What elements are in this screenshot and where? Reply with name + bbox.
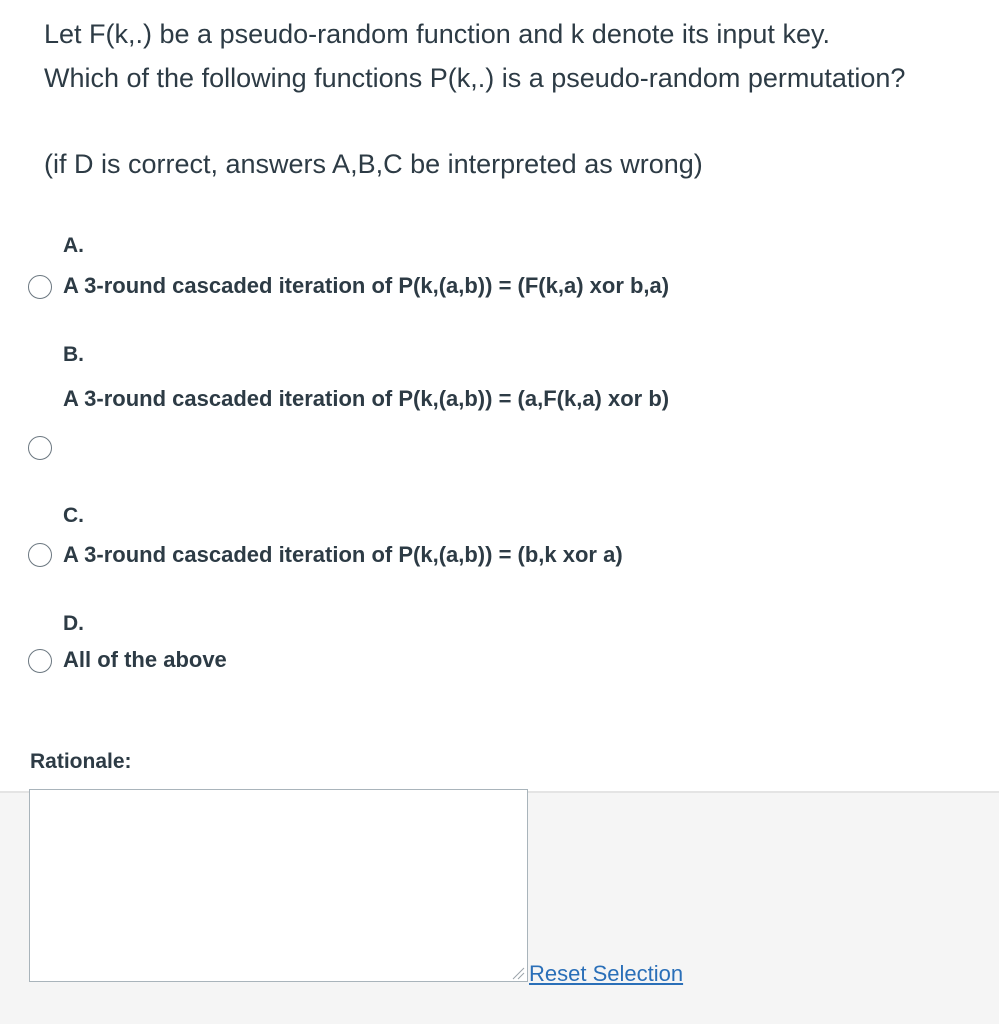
option-b-letter: B. xyxy=(63,343,84,366)
rationale-label: Rationale: xyxy=(30,750,132,773)
option-a-letter: A. xyxy=(63,234,84,257)
option-b-radio[interactable] xyxy=(28,436,52,460)
reset-selection-link[interactable]: Reset Selection xyxy=(529,961,684,986)
option-c-text[interactable]: A 3-round cascaded iteration of P(k,(a,b)) = (b,k xor a) xyxy=(63,542,623,567)
option-a-text[interactable]: A 3-round cascaded iteration of P(k,(a,b)) = (F(k,a) xor b,a) xyxy=(63,273,670,298)
question-note: (if D is correct, answers A,B,C be interpreted as wrong) xyxy=(44,149,703,179)
option-a-radio[interactable] xyxy=(28,275,52,299)
option-d-letter: D. xyxy=(63,612,84,635)
option-c-radio[interactable] xyxy=(28,543,52,567)
option-d-radio[interactable] xyxy=(28,649,52,673)
rationale-textarea[interactable] xyxy=(29,789,528,982)
question-text xyxy=(44,12,905,100)
option-b-text[interactable]: A 3-round cascaded iteration of P(k,(a,b)) = (a,F(k,a) xor b) xyxy=(63,386,670,411)
option-d-text[interactable]: All of the above xyxy=(63,647,227,672)
question-line-2: Which of the following functions P(k,.) is a pseudo-random permutation? xyxy=(44,63,906,93)
question-line-1: Let F(k,.) be a pseudo-random function and k denote its input key. xyxy=(44,19,830,49)
resize-grip-icon[interactable] xyxy=(511,966,525,980)
option-c-letter: C. xyxy=(63,504,84,527)
